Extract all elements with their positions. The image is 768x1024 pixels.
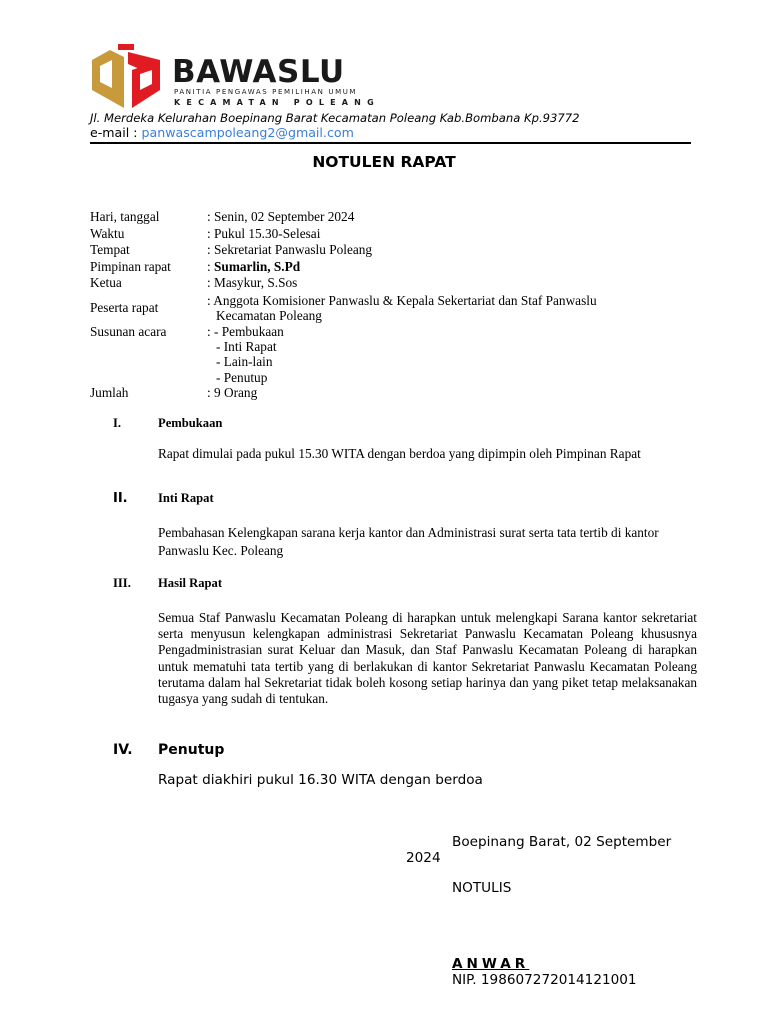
info-value-peserta-2: Kecamatan Poleang	[216, 308, 322, 323]
bawaslu-logo-icon	[90, 44, 162, 110]
info-value-jumlah: : 9 Orang	[207, 385, 258, 400]
section-body: Pembahasan Kelengkapan sarana kerja kantor dan Administrasi surat serta tata tertib di kantor Panwaslu Kec. Poleang	[158, 525, 659, 558]
susunan-item: - Lain-lain	[216, 354, 273, 369]
info-value-tempat: : Sekretariat Panwaslu Poleang	[207, 242, 373, 257]
signature-role: NOTULIS	[452, 880, 512, 896]
section-title: Pembukaan	[158, 416, 223, 430]
org-name: BAWASLU	[172, 54, 345, 90]
section-title: Hasil Rapat	[158, 576, 223, 590]
susunan-item: - Penutup	[216, 370, 268, 385]
pimpinan-name: Sumarlin, S.Pd	[214, 259, 301, 274]
signatory-nip: NIP. 198607272014121001	[452, 972, 637, 988]
section-body: Rapat dimulai pada pukul 15.30 WITA dengan berdoa yang dipimpin oleh Pimpinan Rapat	[158, 446, 641, 461]
email-label: e-mail :	[90, 125, 142, 140]
section-body: Semua Staf Panwaslu Kecamatan Poleang di harapkan untuk melengkapi Sarana kantor sekretariat serta menyusun kelengkapan administrasi Sekretariat Panwaslu Kecamatan Poleang khususnya Pengadministrasian surat Keluar dan Masuk, dan Staf Panwaslu Kecamatan Poleang di harapkan untuk mematuhi tata tertib yang di berlakukan di kantor Sekretariat Panwaslu Kecamatan Poleang terutama dalam hal Sekretariat tidak boleh kosong setiap harinya dan yang piket tetap melaksanakan tugasya yang sudah di tentukan.	[158, 610, 697, 707]
info-value-ketua: : Masykur, S.Sos	[207, 275, 298, 290]
info-label-peserta: Peserta rapat	[90, 300, 159, 315]
signatory-name: ANWAR	[452, 956, 530, 972]
org-district: KECAMATAN POLEANG	[174, 98, 380, 107]
section-number: II.	[113, 491, 128, 506]
document-title: NOTULEN RAPAT	[312, 153, 456, 171]
info-value-pimpinan	[207, 259, 300, 274]
signature-year: 2024	[406, 850, 441, 866]
info-label-hari: Hari, tanggal	[90, 209, 160, 224]
section-title: Inti Rapat	[158, 491, 214, 505]
email-link[interactable]: panwascampoleang2@gmail.com	[141, 125, 354, 140]
address: Jl. Merdeka Kelurahan Boepinang Barat Kecamatan Poleang Kab.Bombana Kp.93772	[90, 111, 580, 125]
info-value-waktu: : Pukul 15.30-Selesai	[207, 226, 321, 241]
info-label-jumlah: Jumlah	[90, 385, 129, 400]
info-label-waktu: Waktu	[90, 226, 125, 241]
org-subtitle: PANITIA PENGAWAS PEMILIHAN UMUM	[174, 88, 358, 96]
susunan-item: : - Pembukaan	[207, 324, 284, 339]
section-number: IV.	[113, 742, 133, 758]
info-value-hari: : Senin, 02 September 2024	[207, 209, 355, 224]
email-line	[90, 125, 354, 141]
section-body: Rapat diakhiri pukul 16.30 WITA dengan berdoa	[158, 772, 483, 788]
pimpinan-colon: :	[207, 259, 215, 274]
section-number: I.	[113, 416, 122, 430]
susunan-item: - Inti Rapat	[216, 339, 277, 354]
info-label-ketua: Ketua	[90, 275, 122, 290]
info-label-pimpinan: Pimpinan rapat	[90, 259, 171, 274]
info-value-peserta-1: : Anggota Komisioner Panwaslu & Kepala Sekertariat dan Staf Panwaslu	[207, 293, 597, 308]
section-title: Penutup	[158, 742, 225, 758]
section-number: III.	[113, 576, 131, 590]
info-label-tempat: Tempat	[90, 242, 130, 257]
info-label-susunan: Susunan acara	[90, 324, 167, 339]
signature-place-date: Boepinang Barat, 02 September	[452, 834, 672, 850]
header-divider	[90, 142, 691, 144]
